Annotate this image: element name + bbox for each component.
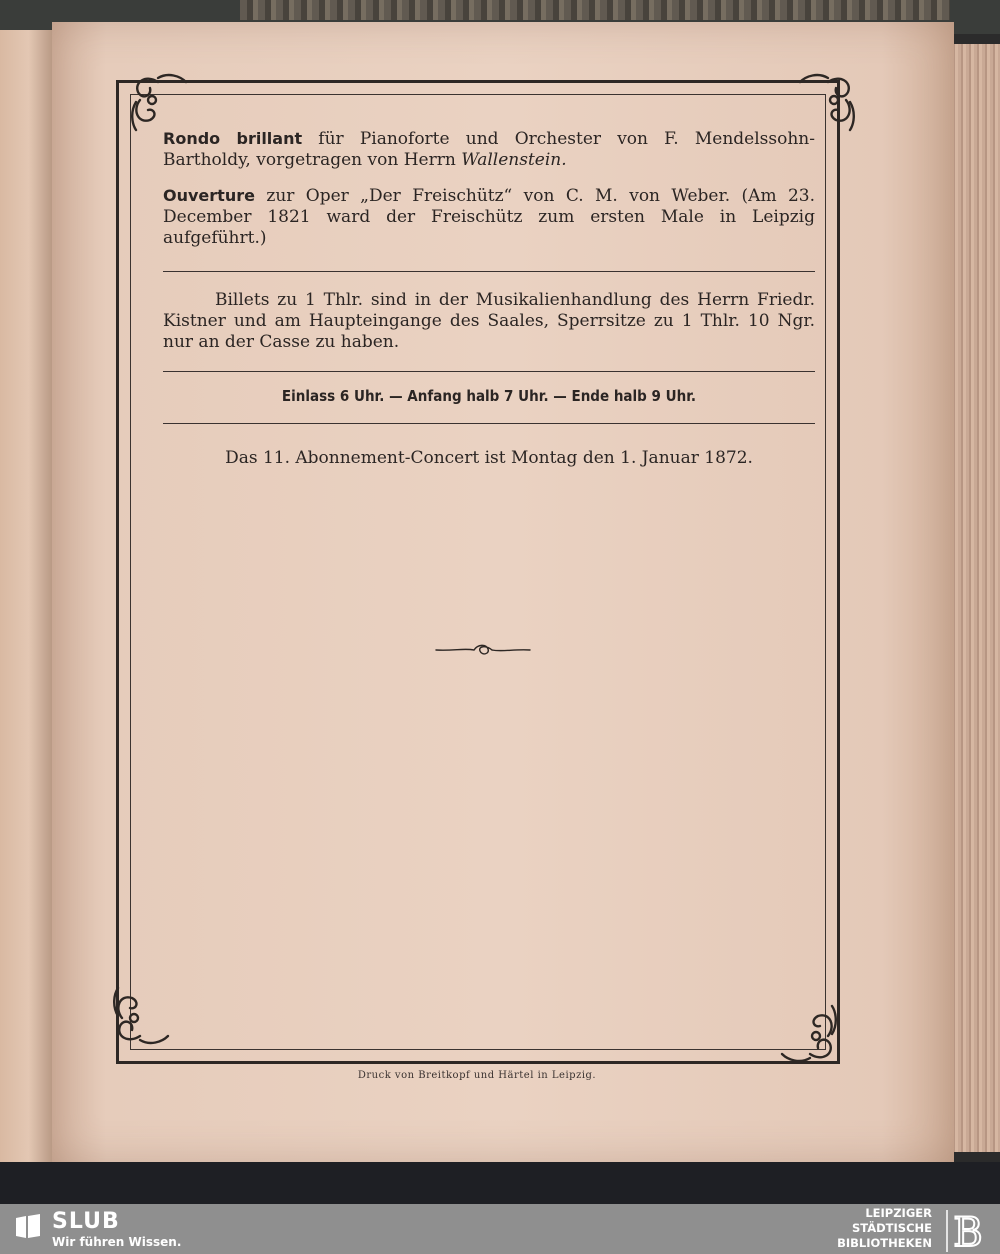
program-item-text: zur Oper „Der Freischütz“ von C. M. von Weber. (Am 23. December 1821 ward der Freischütz zum ersten Male in Leipzig aufgeführt.) [163,186,816,248]
corner-ornament-top-left [128,70,190,132]
scan-background [0,1162,1000,1204]
divider-rule [163,271,815,272]
corner-ornament-bottom-right [778,1004,840,1066]
ticket-info: Billets zu 1 Thlr. sind in der Musikalienhandlung des Herrn Friedr. Kistner und am Haupteingange des Saales, Sperrsitze zu 1 Thlr. 10 Ngr. nur an der Casse zu haben. [163,290,815,352]
slub-tagline: Wir führen Wissen. [52,1235,182,1249]
library-logo-letter: B [953,1210,983,1252]
flourish-divider [434,640,532,660]
program-item-text: für Pianoforte und Orchester von F. Mendelssohn-Bartholdy, vorgetragen von Herrn [163,129,815,170]
program-item-title: Ouverture [163,186,255,205]
program-item-rondo [163,128,815,171]
event-times: Einlass 6 Uhr. — Anfang halb 7 Uhr. — Ende halb 9 Uhr. [281,387,697,405]
page-stack-edge [950,44,1000,1152]
divider-rule [163,423,815,424]
next-concert-notice: Das 11. Abonnement-Concert ist Montag den 1. Januar 1872. [225,448,753,468]
marbled-edge [240,0,950,20]
library-name[interactable] [837,1206,932,1251]
program-item-performer: Wallenstein. [461,150,567,170]
program-item-title: Rondo brillant [163,129,303,148]
printer-imprint: Druck von Breitkopf und Härtel in Leipzig. [357,1070,597,1081]
divider-rule [163,371,815,372]
slub-logo-text[interactable]: SLUB [52,1209,120,1234]
library-name-line: STÄDTISCHE [851,1221,932,1235]
corner-ornament-bottom-left [110,986,172,1048]
footer-bar [0,1204,1000,1254]
facing-page-edge [0,30,52,1162]
corner-ornament-top-right [796,70,858,132]
library-logo-icon[interactable] [946,1208,988,1252]
library-name-line: LEIPZIGER [865,1206,932,1220]
library-name-line: BIBLIOTHEKEN [837,1236,932,1250]
program-item-ouverture [163,185,815,249]
program-content [163,128,815,469]
slub-book-icon[interactable] [14,1212,42,1240]
